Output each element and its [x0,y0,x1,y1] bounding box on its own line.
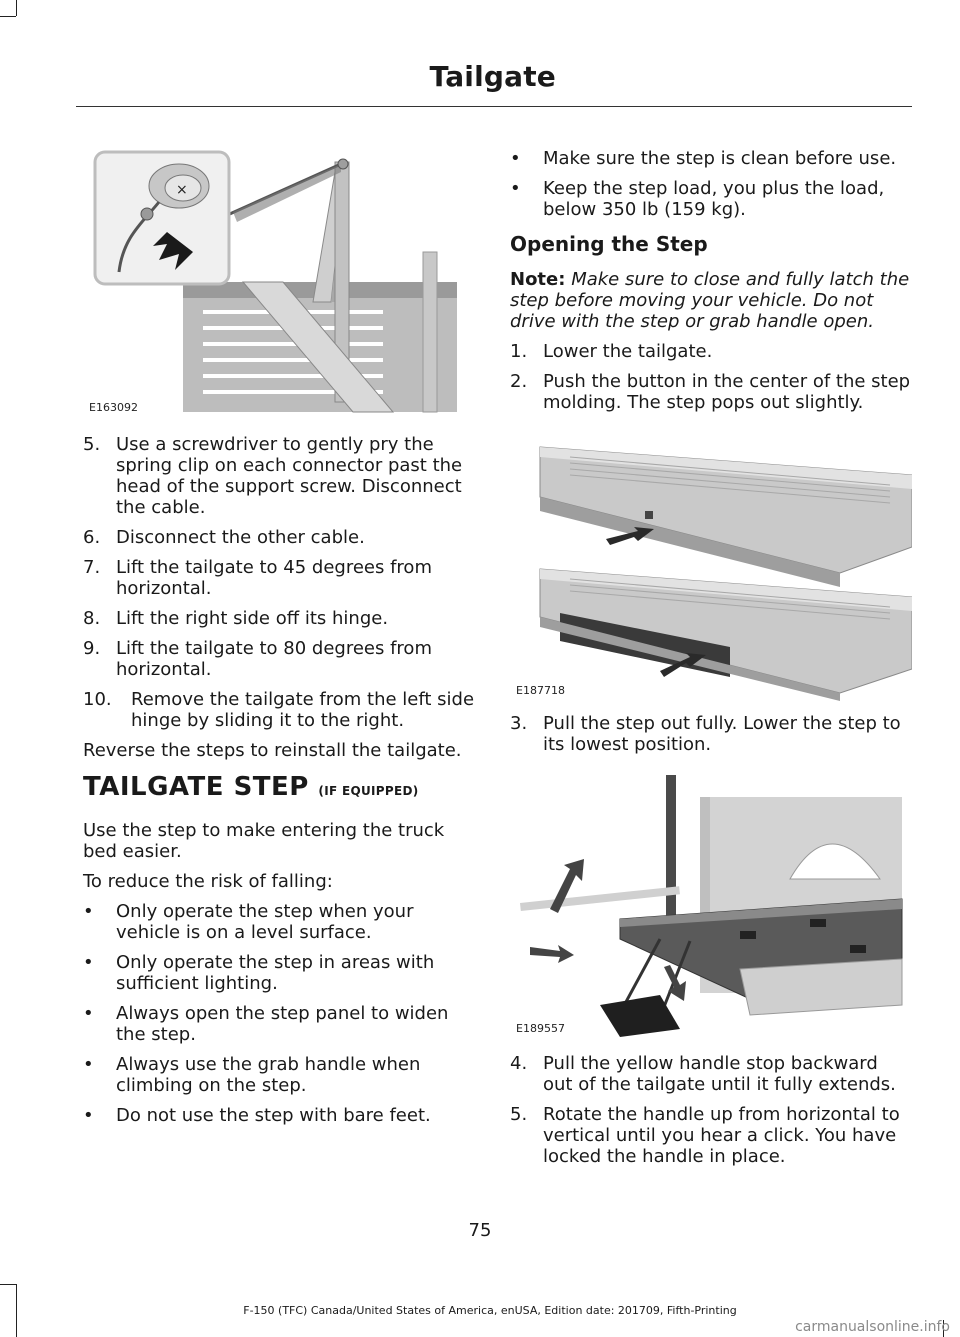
bullet-text: Always open the step panel to widen the step. [116,1003,449,1045]
bullet-text: Only operate the step in areas with sufficient lighting. [116,952,435,994]
step-number: 5. [83,434,101,455]
note [510,269,912,332]
step-text: Pull the yellow handle stop backward out of the tailgate until it fully extends. [543,1053,896,1095]
bullet-text: Do not use the step with bare feet. [116,1105,431,1126]
svg-text:×: × [176,182,188,198]
step-text: Push the button in the center of the step molding. The step pops out slightly. [543,371,911,413]
note-label: Note: [510,269,566,290]
step-number: 2. [510,371,528,392]
step-number: 6. [83,527,101,548]
bullet-glyph: • [83,1003,94,1024]
section-title-suffix: (IF EQUIPPED) [318,784,419,798]
right-column [510,148,912,1176]
bullet-text: Make sure the step is clean before use. [543,148,897,169]
bullet-glyph: • [510,178,521,199]
header-rule [76,106,912,107]
step-text: Lift the right side off its hinge. [116,608,389,629]
reverse-instruction: Reverse the steps to reinstall the tailgate. [83,740,462,761]
step-text: Rotate the handle up from horizontal to vertical until you hear a click. You have locked the handle in place. [543,1104,900,1167]
bullet-item [83,1105,477,1126]
step-text: Use a screwdriver to gently pry the spring clip on each connector past the head of the support screw. Disconnect the cable. [116,434,463,518]
bullet-item [83,901,477,943]
step-text: Lower the tailgate. [543,341,713,362]
bullet-item [83,952,477,994]
bullet-text: Keep the step load, you plus the load, below 350 lb (159 kg). [543,178,885,220]
bullet-glyph: • [83,901,94,922]
section-intro: Use the step to make entering the truck bed easier. [83,820,445,862]
step-number: 4. [510,1053,528,1074]
bullet-item [83,1003,477,1045]
bullet-glyph: • [83,1054,94,1075]
figure-code: E163092 [87,397,140,418]
figure-code: E189557 [514,1018,567,1039]
step-text: Lift the tailgate to 80 degrees from horizontal. [116,638,432,680]
step-number: 3. [510,713,528,734]
bullet-item [510,178,912,220]
step-text: Disconnect the other cable. [116,527,365,548]
watermark: carmanualsonline.info [795,1319,950,1335]
crop-mark [16,0,17,16]
step-number: 8. [83,608,101,629]
risk-intro: To reduce the risk of falling: [83,871,333,892]
subsection-title: Opening the Step [510,232,708,256]
page-title: Tailgate [429,60,556,93]
bullet-item [510,148,912,169]
step-item [510,1053,912,1095]
step-extended-illustration [510,769,912,1039]
step-item [83,557,477,599]
tailgate-cable-illustration [83,142,457,418]
step-item [83,608,477,629]
section-title [83,772,477,802]
figure-step-extended [510,769,912,1039]
step-item [83,638,477,680]
bullet-glyph: • [510,148,521,169]
figure-tailgate-cable [83,142,457,418]
step-item [510,713,912,755]
step-number: 1. [510,341,528,362]
footer-edition: F-150 (TFC) Canada/United States of America, enUSA, Edition date: 201709, Fifth-Printing [243,1304,737,1317]
left-column [83,142,477,1135]
bullet-glyph: • [83,1105,94,1126]
step-text: Lift the tailgate to 45 degrees from horizontal. [116,557,432,599]
note-text: Make sure to close and fully latch the step before moving your vehicle. Do not drive with the step or grab handle open. [510,269,910,332]
step-number: 7. [83,557,101,578]
step-item [83,434,477,518]
bullet-item [83,1054,477,1096]
bullet-text: Only operate the step when your vehicle is on a level surface. [116,901,414,943]
step-item [510,1104,912,1167]
step-item [510,341,912,362]
step-text: Pull the step out fully. Lower the step to its lowest position. [543,713,901,755]
step-item [83,689,477,731]
crop-mark [0,1284,16,1285]
step-text: Remove the tailgate from the left side hinge by sliding it to the right. [131,689,475,731]
step-number: 10. [83,689,112,710]
figure-code: E187718 [514,680,567,701]
step-item [510,371,912,413]
step-number: 5. [510,1104,528,1125]
bullet-text: Always use the grab handle when climbing on the step. [116,1054,421,1096]
step-number: 9. [83,638,101,659]
page-number: 75 [468,1220,492,1241]
figure-step-molding [510,427,912,701]
bullet-glyph: • [83,952,94,973]
step-item [83,527,477,548]
section-title-text: TAILGATE STEP [83,772,309,802]
crop-mark [0,16,16,17]
step-molding-illustration [510,427,912,701]
